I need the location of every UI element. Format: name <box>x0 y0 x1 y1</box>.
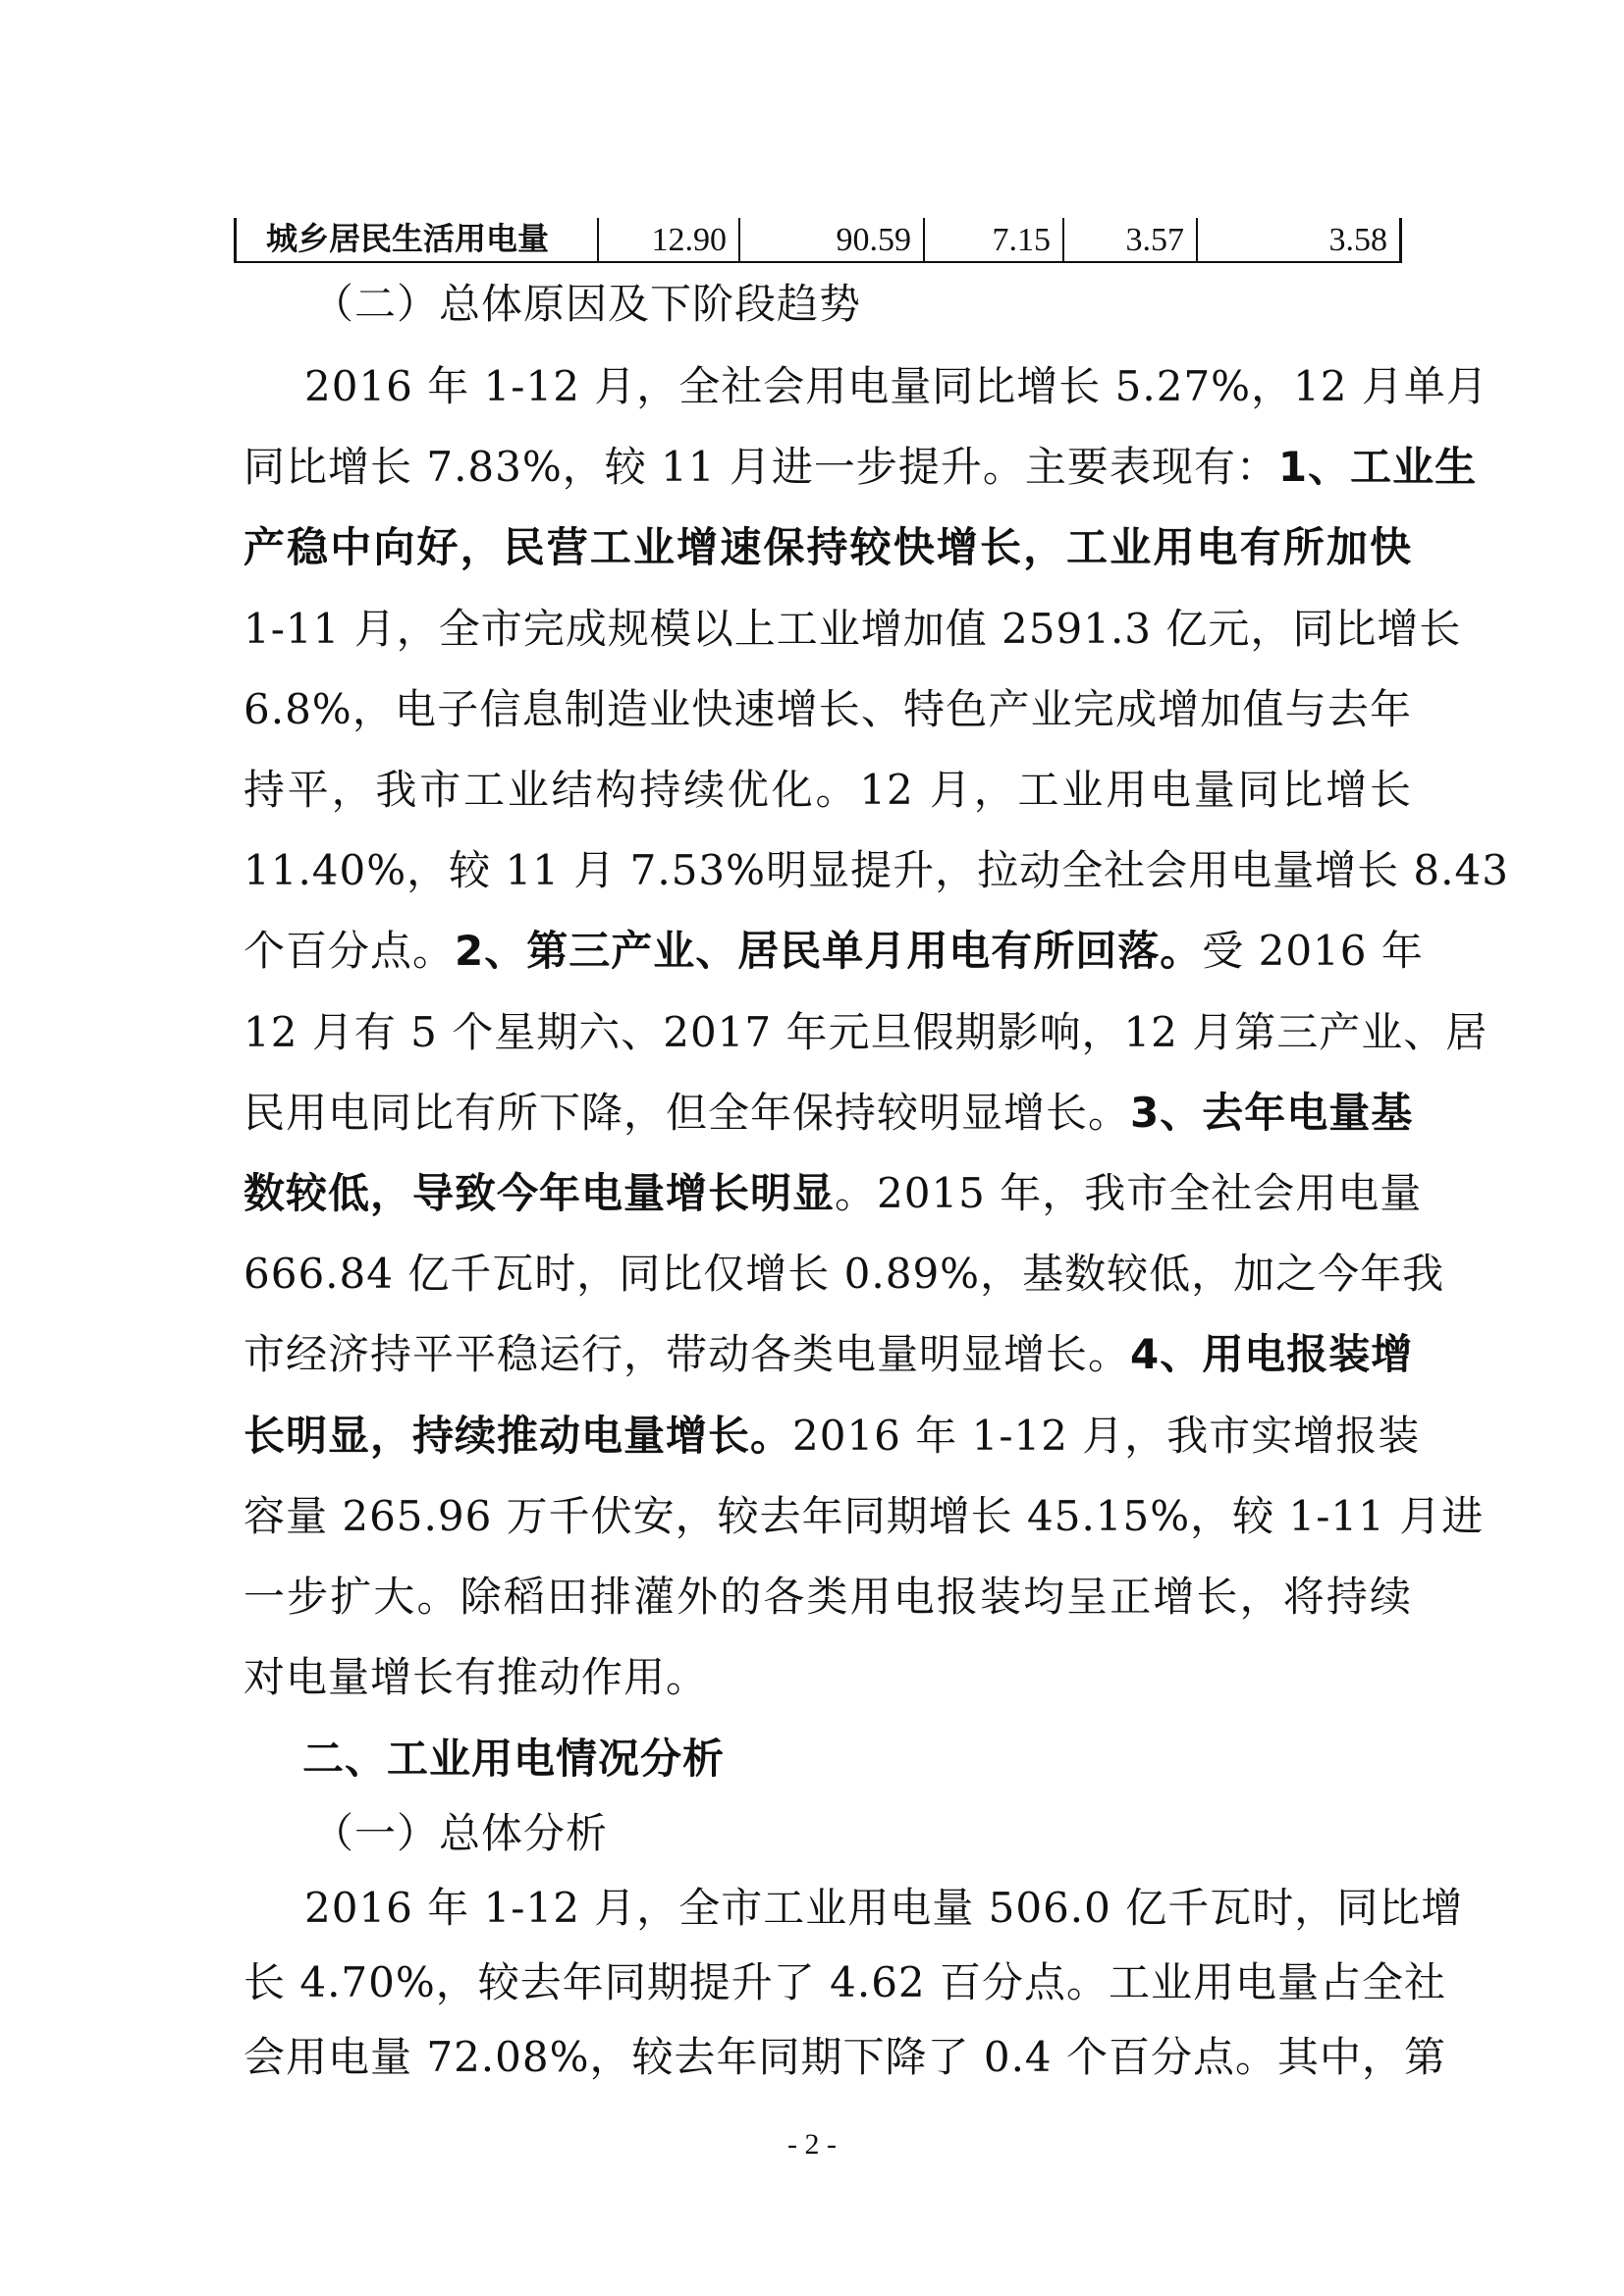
section-heading: 二、工业用电情况分析 <box>302 1735 726 1783</box>
paragraph-line <box>244 922 1424 981</box>
table-row <box>234 218 1402 263</box>
text: 容量 265.96 万千伏安，较去年同期增长 45.15%，较 1-11 月进 <box>244 1491 1485 1540</box>
table-cell-label: 城乡居民生活用电量 <box>234 218 599 261</box>
paragraph-line <box>244 1953 1446 2012</box>
paragraph-line <box>244 1245 1445 1304</box>
bold-text: 长明显，持续推动电量增长。 <box>244 1411 793 1460</box>
text: 会用电量 72.08%，较去年同期下降了 0.4 个百分点。其中，第 <box>244 2033 1446 2081</box>
paragraph-line <box>304 357 1489 416</box>
paragraph-line <box>244 841 1509 900</box>
text: 受 2016 年 <box>1202 927 1424 976</box>
paragraph-line <box>244 1325 1412 1384</box>
text: 同比增长 7.83%，较 11 月进一步提升。主要表现有： <box>244 443 1278 492</box>
paragraph-line <box>244 1407 1421 1466</box>
paragraph-line <box>244 438 1478 497</box>
text: 民用电同比有所下降，但全年保持较明显增长。 <box>244 1088 1131 1137</box>
paragraph-line <box>244 518 1412 577</box>
text: 长 4.70%，较去年同期提升了 4.62 百分点。工业用电量占全社 <box>244 1958 1446 2006</box>
table-cell-value: 3.58 <box>1198 218 1402 261</box>
table-cell-value: 90.59 <box>740 218 925 261</box>
paragraph-line <box>244 680 1412 739</box>
bold-text: 2、第三产业、居民单月用电有所回落。 <box>455 927 1203 976</box>
subsection-heading: （一）总体分析 <box>312 1809 609 1857</box>
paragraph-line <box>304 1879 1464 1938</box>
paragraph-line <box>244 1487 1485 1546</box>
text: 。2015 年，我市全社会用电量 <box>835 1169 1423 1217</box>
paragraph-line <box>244 1648 1412 1707</box>
paragraph-line <box>244 1164 1423 1223</box>
text: 1-11 月，全市完成规模以上工业增加值 2591.3 亿元，同比增长 <box>244 604 1462 653</box>
text: 持平，我市工业结构持续优化。12 月，工业用电量同比增长 <box>244 766 1412 814</box>
page-number: - 2 - <box>787 2128 837 2161</box>
section-heading: （二）总体原因及下阶段趋势 <box>312 280 862 328</box>
paragraph-line <box>244 1003 1489 1062</box>
paragraph-line <box>244 600 1462 659</box>
text: 12 月有 5 个星期六、2017 年元旦假期影响，12 月第三产业、居 <box>244 1007 1489 1056</box>
text: 市经济持平平稳运行，带动各类电量明显增长。 <box>244 1330 1131 1379</box>
text: 对电量增长有推动作用。 <box>244 1653 709 1702</box>
paragraph-line <box>244 761 1412 820</box>
table-cell-value: 12.90 <box>599 218 740 261</box>
paragraph-line <box>244 2028 1446 2087</box>
bold-text: 产稳中向好，民营工业增速保持较快增长，工业用电有所加快 <box>244 523 1412 572</box>
text: 11.40%，较 11 月 7.53%明显提升，拉动全社会用电量增长 8.43 <box>244 846 1509 895</box>
text: 一步扩大。除稻田排灌外的各类用电报装均呈正增长，将持续 <box>244 1573 1412 1621</box>
text: 666.84 亿千瓦时，同比仅增长 0.89%，基数较低，加之今年我 <box>244 1250 1445 1299</box>
text: 2016 年 1-12 月，全社会用电量同比增长 5.27%，12 月单月 <box>304 362 1489 410</box>
bold-text: 3、去年电量基 <box>1130 1088 1414 1137</box>
text: 个百分点。 <box>244 927 456 976</box>
text: 2016 年 1-12 月，全市工业用电量 506.0 亿千瓦时，同比增 <box>304 1884 1464 1932</box>
paragraph-line <box>244 1568 1412 1627</box>
text: 2016 年 1-12 月，我市实增报装 <box>792 1411 1421 1460</box>
bold-text: 数较低，导致今年电量增长明显 <box>244 1169 836 1217</box>
table-cell-value: 3.57 <box>1064 218 1198 261</box>
text: 6.8%，电子信息制造业快速增长、特色产业完成增加值与去年 <box>244 684 1412 733</box>
bold-text: 1、工业生 <box>1277 443 1478 492</box>
paragraph-line <box>244 1084 1412 1143</box>
table-cell-value: 7.15 <box>925 218 1064 261</box>
bold-text: 4、用电报装增 <box>1130 1330 1414 1379</box>
